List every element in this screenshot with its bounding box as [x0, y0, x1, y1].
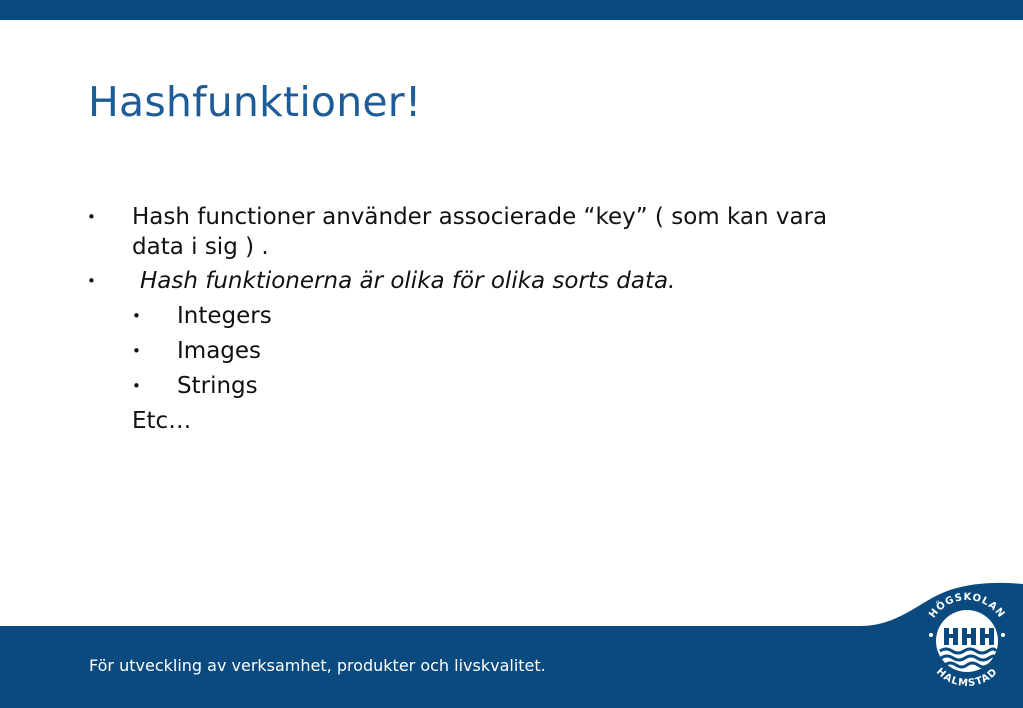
logo-bottom-text: HALMSTAD [933, 666, 1001, 690]
slide-title: Hashfunktioner! [88, 78, 422, 126]
footer-curve [0, 570, 1023, 630]
sub-bullet-text: Integers [177, 303, 272, 329]
bullet-marker: • [87, 208, 96, 226]
trailing-text: Etc… [132, 408, 192, 434]
bullet-text-line: data i sig ) . [132, 234, 269, 260]
sub-bullet-text: Images [177, 338, 262, 364]
top-brand-bar [0, 0, 1023, 20]
bullet-text-line: Hash functioner använder associerade “key” ( som kan vara [132, 204, 828, 230]
bullet-text: Hash funktionerna är olika för olika sorts data. [140, 268, 676, 294]
bullet-marker: • [87, 272, 96, 290]
sub-bullet-text: Strings [177, 373, 258, 399]
logo-top-text: HÖGSKOLAN [927, 591, 1007, 621]
bullet-marker: • [132, 342, 141, 360]
hh-waves-logo-icon [914, 583, 1020, 695]
footer-tagline: För utveckling av verksamhet, produkter och livskvalitet. [89, 656, 546, 675]
bullet-marker: • [132, 377, 141, 395]
bullet-marker: • [132, 307, 141, 325]
